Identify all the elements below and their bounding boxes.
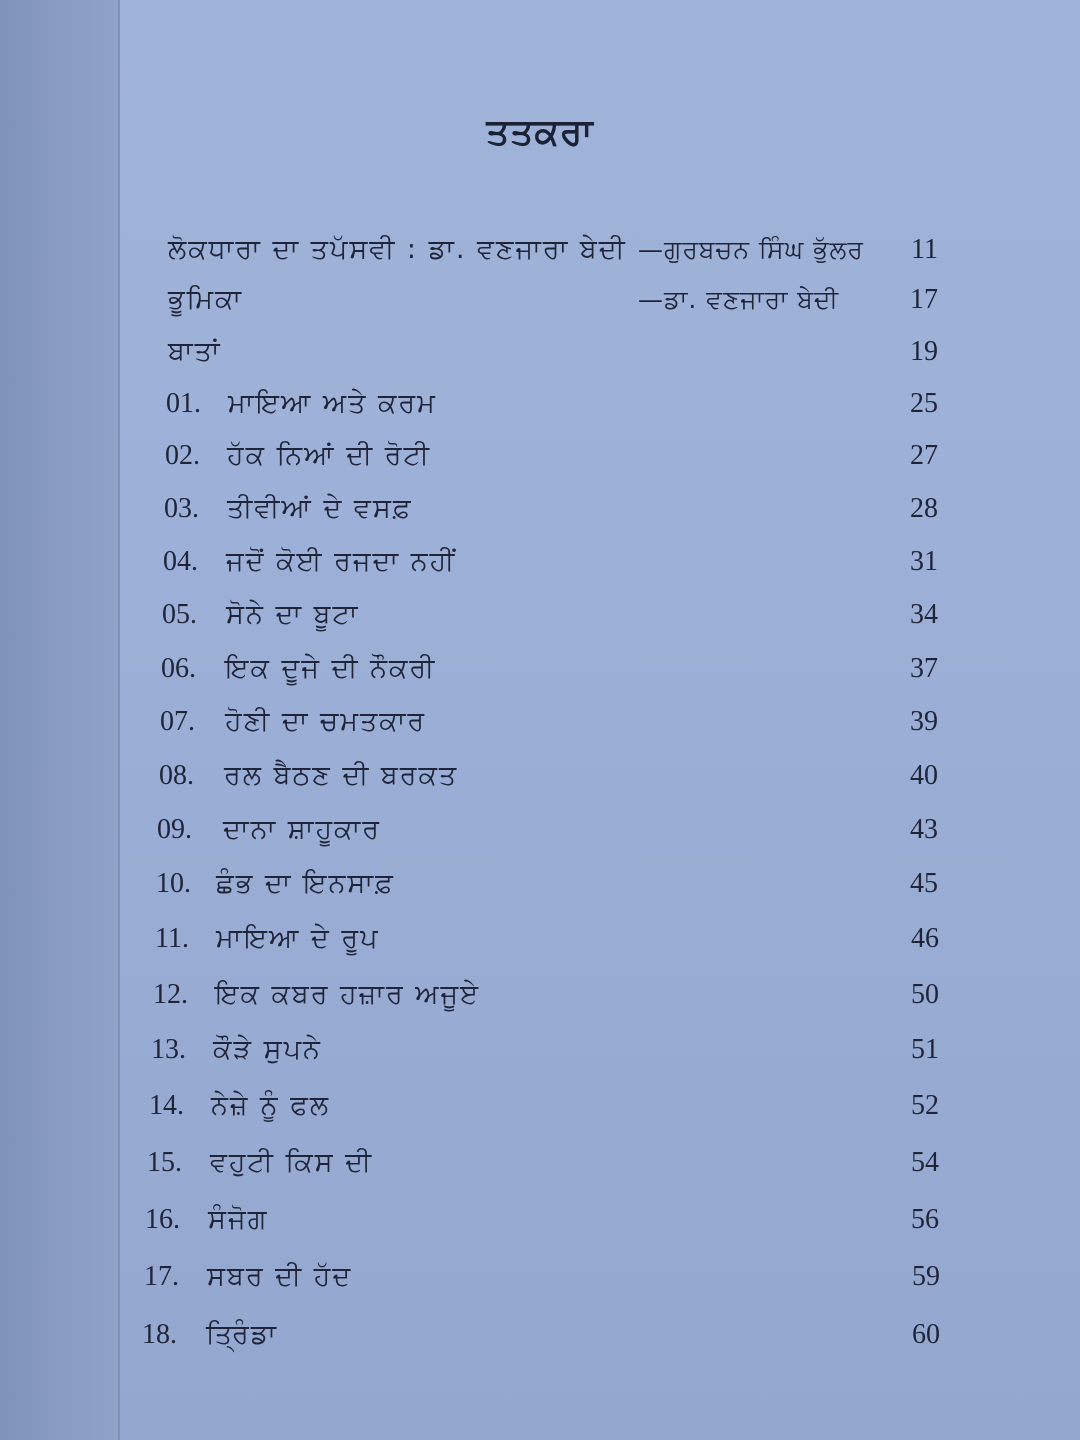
toc-row xyxy=(166,384,976,428)
toc-entry-number: 07. xyxy=(160,706,195,737)
toc-row xyxy=(144,1257,970,1301)
toc-entry-title: ਹੱਕ ਨਿਆਂ ਦੀ ਰੋਟੀ xyxy=(227,440,431,471)
toc-row-front-matter xyxy=(168,280,968,324)
toc-row xyxy=(164,489,974,533)
toc-entry-title: ਹੋਣੀ ਦਾ ਚਮਤਕਾਰ xyxy=(225,706,427,737)
toc-entry-title: ਮਾਇਆ ਦੇ ਰੂਪ xyxy=(216,923,380,954)
toc-row xyxy=(151,1030,969,1074)
toc-row xyxy=(162,595,972,639)
toc-row xyxy=(156,864,968,908)
toc-row xyxy=(163,542,973,586)
toc-page-number: 34 xyxy=(910,599,938,630)
toc-entry-number: 18. xyxy=(142,1319,177,1350)
toc-entry-title: ਵਹੁਟੀ ਕਿਸ ਦੀ xyxy=(210,1147,374,1178)
toc-entry-title: ਭੂਮਿਕਾ xyxy=(168,284,244,315)
toc-row xyxy=(145,1200,969,1244)
toc-entry-author: —ਗੁਰਬਚਨ ਸਿੰਘ ਭੁੱਲਰ xyxy=(638,235,864,264)
toc-row xyxy=(157,810,969,854)
toc-page-number: 52 xyxy=(911,1090,939,1121)
toc-page-number: 56 xyxy=(911,1204,939,1235)
toc-page-number: 60 xyxy=(912,1319,940,1350)
toc-row xyxy=(147,1143,969,1187)
toc-page-number: 46 xyxy=(911,923,939,954)
toc-page-number: 51 xyxy=(911,1034,939,1065)
toc-entry-title: ਸੰਜੋਗ xyxy=(208,1204,269,1235)
toc-page-number: 40 xyxy=(910,760,938,791)
toc-entry-number: 02. xyxy=(165,440,200,471)
toc-row xyxy=(161,649,971,693)
toc-row xyxy=(149,1086,969,1130)
toc-entry-title: ਜਦੋਂ ਕੋਈ ਰਜਦਾ ਨਹੀਂ xyxy=(226,546,457,577)
toc-page-number: 45 xyxy=(910,868,938,899)
toc-page-number: 50 xyxy=(911,979,939,1010)
toc-entry-title: ਸਬਰ ਦੀ ਹੱਦ xyxy=(207,1261,353,1292)
toc-page-number: 31 xyxy=(910,546,938,577)
toc-entry-title: ਦਾਨਾ ਸ਼ਾਹੂਕਾਰ xyxy=(223,814,381,845)
toc-row-front-matter xyxy=(168,332,968,376)
toc-row xyxy=(160,702,970,746)
toc-entry-number: 12. xyxy=(153,979,188,1010)
toc-row xyxy=(155,919,969,963)
toc-row xyxy=(153,975,969,1019)
toc-entry-number: 14. xyxy=(149,1090,184,1121)
toc-entry-number: 01. xyxy=(166,388,201,419)
toc-entry-number: 11. xyxy=(155,923,189,954)
toc-page-number: 27 xyxy=(910,440,938,471)
toc-page-number: 37 xyxy=(910,653,938,684)
toc-entry-title: ਤ੍ਰਿੰਡਾ xyxy=(206,1319,278,1350)
toc-entry-title: ਮਾਇਆ ਅਤੇ ਕਰਮ xyxy=(228,388,437,419)
toc-row xyxy=(165,436,975,480)
toc-page-number: 28 xyxy=(910,493,938,524)
toc-entry-title: ਨੇਜ਼ੇ ਨੂੰ ਫਲ xyxy=(211,1090,331,1121)
toc-entry-number: 06. xyxy=(161,653,196,684)
toc-entry-title: ਇਕ ਕਬਰ ਹਜ਼ਾਰ ਅਜੂਏ xyxy=(215,979,481,1010)
toc-row xyxy=(159,756,969,800)
toc-entry-number: 17. xyxy=(144,1261,179,1292)
toc-entry-number: 03. xyxy=(164,493,199,524)
page-title: ਤਤਕਰਾ xyxy=(486,112,594,153)
toc-entry-number: 04. xyxy=(163,546,198,577)
toc-entry-number: 08. xyxy=(159,760,194,791)
toc-entry-title: ਲੋਕਧਾਰਾ ਦਾ ਤਪੱਸਵੀ : ਡਾ. ਵਣਜਾਰਾ ਬੇਦੀ xyxy=(168,234,627,265)
toc-page-number: 39 xyxy=(910,706,938,737)
toc-entry-number: 10. xyxy=(156,868,191,899)
toc-row-front-matter xyxy=(168,230,968,274)
toc-entry-number: 09. xyxy=(157,814,192,845)
toc-page-number: 54 xyxy=(911,1147,939,1178)
toc-entry-number: 16. xyxy=(145,1204,180,1235)
toc-page-number: 25 xyxy=(910,388,938,419)
toc-entry-title: ਇਕ ਦੂਜੇ ਦੀ ਨੌਕਰੀ xyxy=(225,653,437,684)
toc-entry-title: ਸੋਨੇ ਦਾ ਬੂਟਾ xyxy=(226,599,360,630)
toc-page-number: 11 xyxy=(911,234,938,265)
toc-entry-number: 15. xyxy=(147,1147,182,1178)
toc-entry-number: 13. xyxy=(151,1034,186,1065)
toc-entry-author: —ਡਾ. ਵਣਜਾਰਾ ਬੇਦੀ xyxy=(638,285,839,314)
toc-row xyxy=(142,1315,970,1359)
toc-entry-title: ਕੌੜੇ ਸੁਪਨੇ xyxy=(213,1034,322,1065)
toc-page-number: 19 xyxy=(910,336,938,367)
toc-entry-title: ਰਲ ਬੈਠਣ ਦੀ ਬਰਕਤ xyxy=(224,760,459,791)
toc-entry-number: 05. xyxy=(162,599,197,630)
toc-entry-title: ਬਾਤਾਂ xyxy=(168,336,222,367)
toc-page-number: 59 xyxy=(912,1261,940,1292)
toc-entry-title: ਤੀਵੀਆਂ ਦੇ ਵਸਫ਼ xyxy=(227,493,413,524)
toc-page-number: 17 xyxy=(910,284,938,315)
toc-entry-title: ਛੰਭ ਦਾ ਇਨਸਾਫ਼ xyxy=(216,868,395,899)
toc-page-number: 43 xyxy=(910,814,938,845)
